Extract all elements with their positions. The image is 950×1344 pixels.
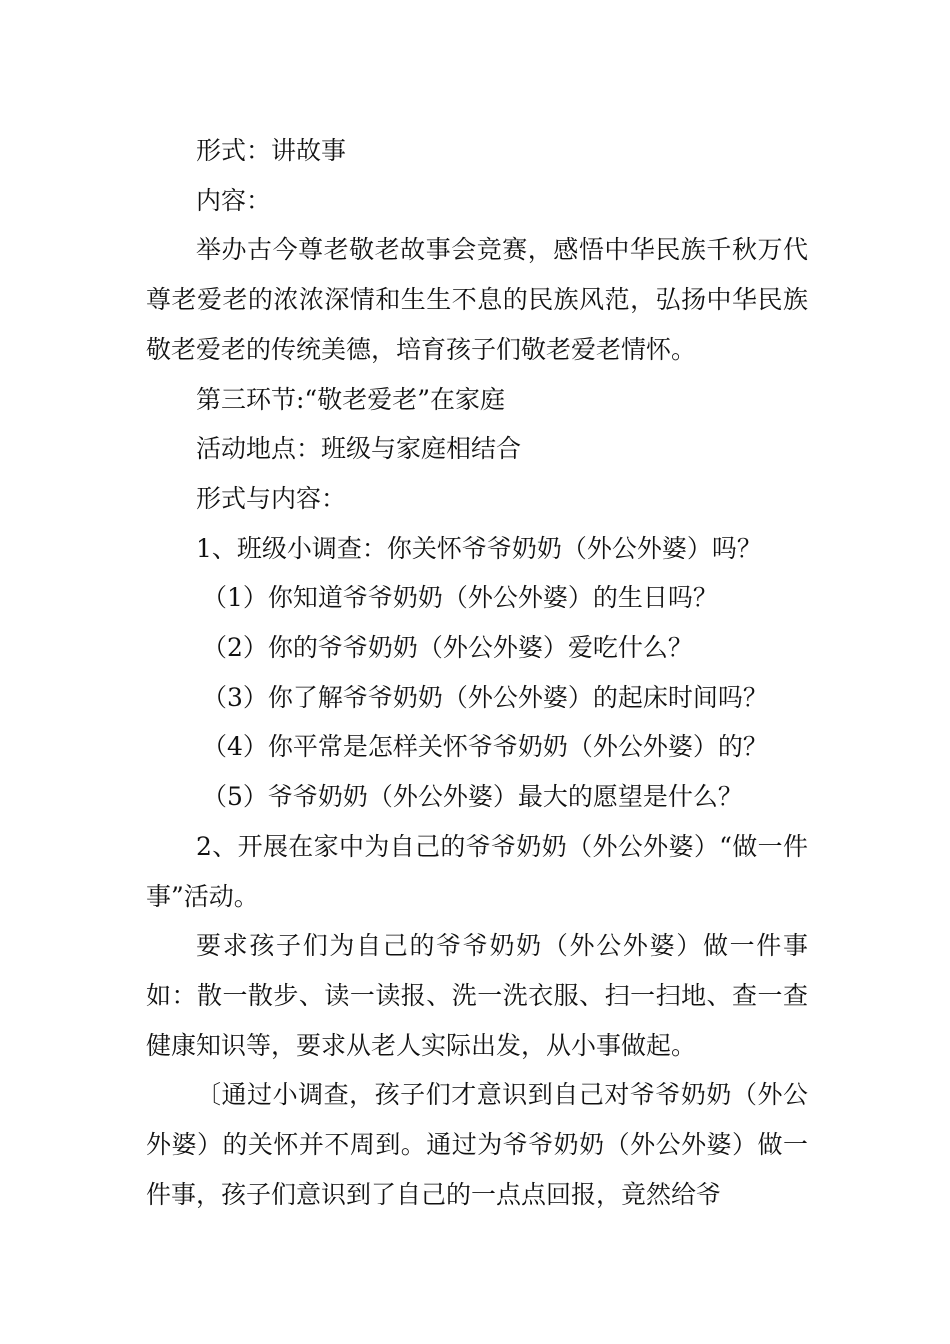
section-three-heading: 第三环节:“敬老爱老”在家庭	[196, 384, 505, 414]
survey-question-1: （1）你知道爷爷奶奶（外公外婆）的生日吗？	[202, 583, 718, 613]
paragraph-activity-location: 活动地点：班级与家庭相结合	[196, 434, 522, 464]
document-body	[146, 126, 808, 1219]
survey-question-4: （4）你平常是怎样关怀爷爷奶奶（外公外婆）的？	[202, 732, 768, 762]
survey-intro: 1、班级小调查：你关怀爷爷奶奶（外公外婆）吗？	[196, 533, 762, 563]
paragraph-story-contest: 举办古今尊老敬老故事会竞赛，感悟中华民族千秋万代尊老爱老的浓浓深情和生生不息的民族风范，弘扬中华民族敬老爱老的传统美德，培育孩子们敬老爱老情怀。	[146, 235, 808, 364]
paragraph-content-label: 内容：	[196, 185, 272, 215]
paragraph-do-one-thing: 2、开展在家中为自己的爷爷奶奶（外公外婆）“做一件事”活动。	[146, 831, 808, 911]
survey-question-2: （2）你的爷爷奶奶（外公外婆）爱吃什么？	[202, 633, 693, 663]
paragraph-requirement: 要求孩子们为自己的爷爷奶奶（外公外婆）做一件事如：散一散步、读一读报、洗一洗衣服、扫一扫地、查一查健康知识等，要求从老人实际出发，从小事做起。	[146, 931, 808, 1060]
survey-question-5: （5）爷爷奶奶（外公外婆）最大的愿望是什么？	[202, 782, 743, 812]
survey-question-3: （3）你了解爷爷奶奶（外公外婆）的起床时间吗？	[202, 682, 768, 712]
paragraph-form-storytelling: 形式：讲故事	[196, 136, 347, 165]
paragraph-form-and-content: 形式与内容：	[196, 483, 347, 513]
paragraph-reflection: 〔通过小调查，孩子们才意识到自己对爷爷奶奶（外公外婆）的关怀并不周到。通过为爷爷奶奶（外公外婆）做一件事，孩子们意识到了自己的一点点回报，竟然给爷	[146, 1080, 808, 1209]
